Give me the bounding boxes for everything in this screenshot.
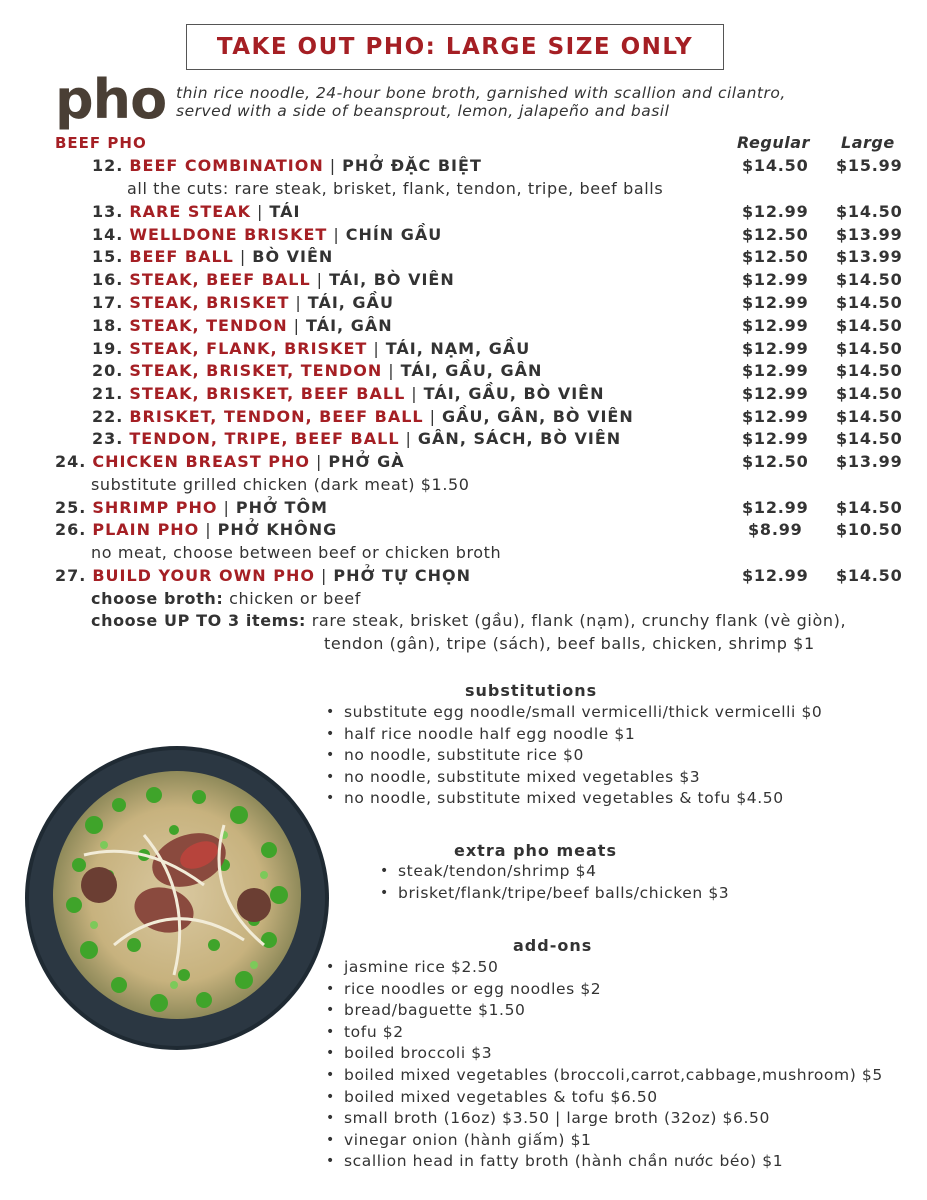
item-separator: | [223, 497, 230, 517]
price-regular: $12.99 [742, 269, 809, 289]
item-separator: | [295, 292, 302, 312]
pho-bowl-image [24, 745, 330, 1051]
price-large: $14.50 [836, 338, 903, 358]
price-regular: $12.99 [742, 292, 809, 312]
substitutions-heading: substitutions [465, 681, 598, 700]
item-name-vn: PHỞ TÔM [235, 497, 328, 517]
price-large: $15.99 [836, 155, 903, 175]
item-name-vn: TÁI, GÂN [306, 315, 393, 335]
intro-description [176, 84, 896, 120]
list-item: • half rice noodle half egg noodle $1 [324, 724, 822, 746]
extra-meats-list [378, 861, 729, 904]
item-number: 14. [92, 224, 124, 244]
item-name-vn: TÁI, BÒ VIÊN [329, 269, 455, 289]
broth-choice [91, 587, 361, 609]
item-number: 17. [92, 292, 124, 312]
price-large: $14.50 [836, 383, 903, 403]
price-large: $14.50 [836, 565, 903, 585]
list-item: • no noodle, substitute mixed vegetables & tofu $4.50 [324, 788, 822, 810]
price-large: $14.50 [836, 269, 903, 289]
item-name-vn: TÁI, NẠM, GẦU [385, 338, 531, 358]
price-large: $13.99 [836, 246, 903, 266]
price-large: $13.99 [836, 224, 903, 244]
item-separator: | [316, 451, 323, 471]
item-number: 18. [92, 315, 124, 335]
price-large: $14.50 [836, 428, 903, 448]
item-number: 23. [92, 428, 124, 448]
item-separator: | [429, 406, 437, 426]
price-large: $14.50 [836, 497, 903, 517]
addons-heading: add-ons [513, 936, 593, 955]
menu-item-21 [92, 382, 605, 404]
item-separator: | [405, 428, 412, 448]
list-item: • bread/baguette $1.50 [324, 1000, 883, 1022]
item-separator: | [205, 519, 212, 539]
menu-item-14 [92, 223, 442, 245]
column-header-large: Large [841, 133, 895, 152]
list-item: • tofu $2 [324, 1022, 883, 1044]
menu-item-27 [55, 564, 471, 586]
price-regular: $12.99 [742, 383, 809, 403]
menu-item-26 [55, 518, 337, 540]
menu-item-16 [92, 268, 455, 290]
menu-item-17 [92, 291, 394, 313]
item-name-en: CHICKEN BREAST PHO [92, 451, 311, 471]
substitutions-list [324, 702, 822, 810]
broth-choice-label: choose broth: [91, 588, 224, 608]
item-number: 13. [92, 201, 124, 221]
items-choice [91, 609, 846, 631]
list-item: • small broth (16oz) $3.50 | large broth (32oz) $6.50 [324, 1108, 883, 1130]
item-separator: | [373, 338, 380, 358]
item-separator: | [333, 224, 340, 244]
intro-line-1: thin rice noodle, 24-hour bone broth, garnished with scallion and cilantro, [176, 84, 786, 102]
items-choice-label: choose UP TO 3 items: [91, 610, 307, 630]
menu-item-13 [92, 200, 300, 222]
item-name-en: STEAK, BRISKET, BEEF BALL [129, 383, 406, 403]
price-regular: $12.99 [742, 201, 809, 221]
item-number: 20. [92, 360, 124, 380]
list-item: • no noodle, substitute rice $0 [324, 745, 822, 767]
item-number: 16. [92, 269, 124, 289]
list-item: • scallion head in fatty broth (hành chần nước béo) $1 [324, 1151, 883, 1173]
item-name-vn: TÁI, GẦU [307, 292, 394, 312]
item-name-vn: TÁI, GẦU, BÒ VIÊN [423, 383, 605, 403]
takeout-banner [186, 24, 724, 70]
list-item: • brisket/flank/tripe/beef balls/chicken $3 [378, 883, 729, 905]
price-large: $14.50 [836, 360, 903, 380]
items-choice-line-2: tendon (gân), tripe (sách), beef balls, chicken, shrimp $1 [324, 633, 815, 653]
menu-item-23 [92, 427, 621, 449]
item-number: 12. [92, 155, 124, 175]
list-item: • boiled broccoli $3 [324, 1043, 883, 1065]
addons-list [324, 957, 883, 1173]
price-regular: $12.99 [742, 360, 809, 380]
item-name-en: WELLDONE BRISKET [129, 224, 328, 244]
item-name-en: STEAK, FLANK, BRISKET [129, 338, 368, 358]
item-name-vn: BÒ VIÊN [252, 246, 334, 266]
price-regular: $8.99 [748, 519, 803, 539]
item-name-en: PLAIN PHO [92, 519, 200, 539]
menu-item-25 [55, 496, 328, 518]
item-note: no meat, choose between beef or chicken broth [91, 542, 502, 562]
item-name-vn: PHỞ TỰ CHỌN [333, 565, 471, 585]
item-name-en: BRISKET, TENDON, BEEF BALL [129, 406, 424, 426]
pho-logo: pho [55, 68, 167, 131]
item-separator: | [257, 201, 264, 221]
item-name-vn: PHỞ KHÔNG [217, 519, 338, 539]
item-name-en: SHRIMP PHO [92, 497, 218, 517]
list-item: • rice noodles or egg noodles $2 [324, 979, 883, 1001]
list-item: • vinegar onion (hành giấm) $1 [324, 1130, 883, 1152]
price-large: $14.50 [836, 406, 903, 426]
price-regular: $12.50 [742, 224, 809, 244]
item-number: 25. [55, 497, 87, 517]
list-item: • boiled mixed vegetables & tofu $6.50 [324, 1087, 883, 1109]
item-separator: | [316, 269, 324, 289]
menu-item-20 [92, 359, 542, 381]
list-item: • substitute egg noodle/small vermicelli/thick vermicelli $0 [324, 702, 822, 724]
item-name-vn: TÁI [269, 201, 301, 221]
item-number: 22. [92, 406, 124, 426]
price-regular: $12.99 [742, 565, 809, 585]
item-separator: | [239, 246, 247, 266]
list-item: • no noodle, substitute mixed vegetables $3 [324, 767, 822, 789]
menu-item-22 [92, 405, 634, 427]
menu-item-12 [92, 154, 482, 176]
price-large: $14.50 [836, 201, 903, 221]
column-header-regular: Regular [737, 133, 810, 152]
item-name-vn: CHÍN GẦU [345, 224, 443, 244]
list-item: • jasmine rice $2.50 [324, 957, 883, 979]
item-name-en: RARE STEAK [129, 201, 252, 221]
price-large: $10.50 [836, 519, 903, 539]
item-separator: | [411, 383, 418, 403]
item-name-en: BEEF BALL [129, 246, 234, 266]
item-name-vn: GÂN, SÁCH, BÒ VIÊN [417, 428, 622, 448]
item-name-en: BUILD YOUR OWN PHO [92, 565, 315, 585]
menu-item-18 [92, 314, 393, 336]
list-item: • steak/tendon/shrimp $4 [378, 861, 729, 883]
broth-choice-value: chicken or beef [223, 588, 361, 608]
item-separator: | [293, 315, 301, 335]
price-regular: $12.99 [742, 497, 809, 517]
item-note: all the cuts: rare steak, brisket, flank, tendon, tripe, beef balls [127, 178, 664, 198]
item-separator: | [329, 155, 337, 175]
price-regular: $14.50 [742, 155, 809, 175]
price-regular: $12.99 [742, 428, 809, 448]
menu-item-24 [55, 450, 405, 472]
extra-meats-heading: extra pho meats [454, 841, 617, 860]
item-separator: | [320, 565, 328, 585]
item-number: 26. [55, 519, 87, 539]
price-regular: $12.50 [742, 246, 809, 266]
item-name-en: STEAK, BRISKET [129, 292, 290, 312]
price-large: $14.50 [836, 315, 903, 335]
price-regular: $12.99 [742, 338, 809, 358]
price-regular: $12.50 [742, 451, 809, 471]
item-number: 19. [92, 338, 124, 358]
price-regular: $12.99 [742, 406, 809, 426]
menu-item-19 [92, 337, 530, 359]
items-choice-line-1: rare steak, brisket (gầu), flank (nạm), crunchy flank (vè giòn), [306, 610, 847, 630]
price-large: $14.50 [836, 292, 903, 312]
price-large: $13.99 [836, 451, 903, 471]
item-number: 24. [55, 451, 87, 471]
item-name-vn: PHỞ ĐẶC BIỆT [342, 155, 482, 175]
item-name-en: TENDON, TRIPE, BEEF BALL [129, 428, 400, 448]
item-number: 27. [55, 565, 87, 585]
item-number: 15. [92, 246, 124, 266]
section-label-beef-pho: BEEF PHO [55, 134, 147, 152]
item-name-en: STEAK, BRISKET, TENDON [129, 360, 383, 380]
list-item: • boiled mixed vegetables (broccoli,carrot,cabbage,mushroom) $5 [324, 1065, 883, 1087]
item-name-vn: GẦU, GÂN, BÒ VIÊN [442, 406, 634, 426]
intro-line-2: served with a side of beansprout, lemon, jalapeño and basil [176, 102, 670, 120]
item-name-en: STEAK, BEEF BALL [129, 269, 311, 289]
price-regular: $12.99 [742, 315, 809, 335]
banner-text: TAKE OUT PHO: LARGE SIZE ONLY [216, 34, 694, 60]
item-name-en: STEAK, TENDON [129, 315, 288, 335]
item-note: substitute grilled chicken (dark meat) $1.50 [91, 474, 470, 494]
item-number: 21. [92, 383, 124, 403]
item-name-vn: PHỞ GÀ [328, 451, 405, 471]
menu-item-15 [92, 245, 333, 267]
item-name-en: BEEF COMBINATION [129, 155, 324, 175]
item-separator: | [388, 360, 395, 380]
item-name-vn: TÁI, GẦU, GÂN [400, 360, 543, 380]
